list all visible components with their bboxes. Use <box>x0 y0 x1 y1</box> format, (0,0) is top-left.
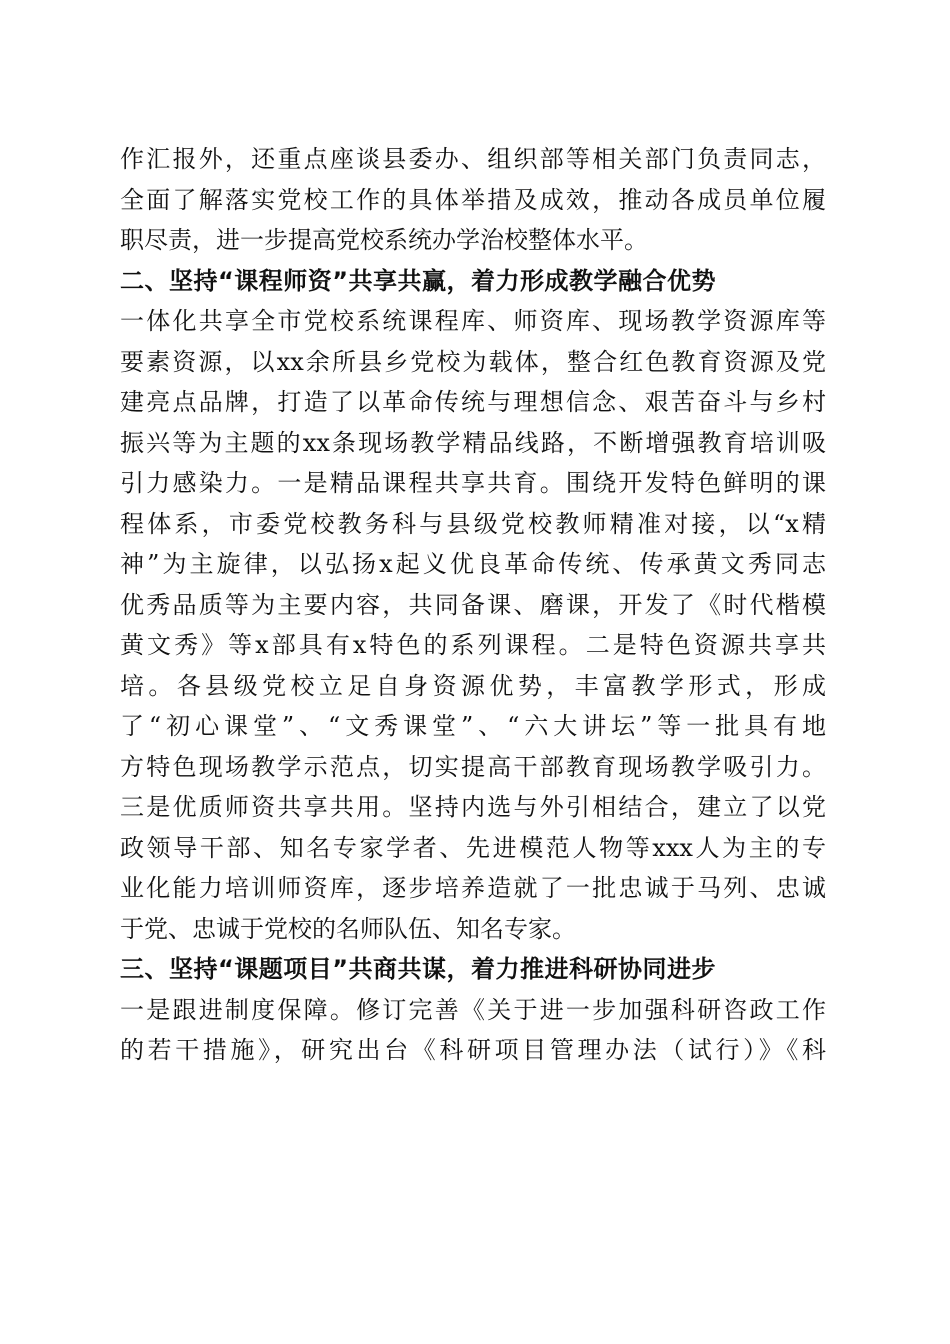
text-line: 作汇报外，还重点座谈县委办、组织部等相关部门负责同志， <box>120 145 826 173</box>
text-line: 政领导干部、知名专家学者、先进模范人物等xxx人为主的专 <box>120 833 826 862</box>
text-line: 全面了解落实党校工作的具体举措及成效，推动各成员单位履 <box>120 185 826 214</box>
text-line: 职尽责，进一步提高党校系统办学治校整体水平。 <box>120 226 648 254</box>
text-line: 的若干措施》，研究出台《科研项目管理办法（试行）》《科 <box>120 1036 826 1064</box>
section-heading-3: 三、坚持“课题项目”共商共谋，着力推进科研协同进步 <box>120 955 717 983</box>
text-line: 振兴等为主题的xx条现场教学精品线路，不断增强教育培训吸 <box>120 428 826 457</box>
text-line: 业化能力培训师资库，逐步培养造就了一批忠诚于马列、忠诚 <box>120 874 826 902</box>
text-line: 一体化共享全市党校系统课程库、师资库、现场教学资源库等 <box>120 307 826 335</box>
paragraph-3 <box>120 990 826 1071</box>
text-line: 三是优质师资共享共用。坚持内选与外引相结合，建立了以党 <box>120 793 826 821</box>
text-line: 神”为主旋律，以弘扬x起义优良革命传统、传承黄文秀同志 <box>120 550 826 578</box>
text-line: 黄文秀》等x部具有x特色的系列课程。二是特色资源共享共 <box>120 631 826 659</box>
text-line: 一是跟进制度保障。修订完善《关于进一步加强科研咨政工作 <box>120 995 826 1024</box>
text-line: 了“初心课堂”、“文秀课堂”、“六大讲坛”等一批具有地 <box>120 712 826 740</box>
text-line: 建亮点品牌，打造了以革命传统与理想信念、艰苦奋斗与乡村 <box>120 388 826 416</box>
text-line: 于党、忠诚于党校的名师队伍、知名专家。 <box>120 914 576 943</box>
document-body <box>120 139 826 1071</box>
paragraph-2 <box>120 301 826 949</box>
text-line: 培。各县级党校立足自身资源优势，丰富教学形式，形成 <box>120 671 826 700</box>
section-heading-2: 二、坚持“课程师资”共享共赢，着力形成教学融合优势 <box>120 266 717 295</box>
text-line: 方特色现场教学示范点，切实提高干部教育现场教学吸引力。 <box>120 752 826 781</box>
text-line: 优秀品质等为主要内容，共同备课、磨课，开发了《时代楷模 <box>120 590 826 619</box>
paragraph-1 <box>120 139 826 261</box>
text-line: 程体系，市委党校教务科与县级党校教师精准对接，以“x精 <box>120 509 826 538</box>
text-line: 引力感染力。一是精品课程共享共育。围绕开发特色鲜明的课 <box>120 469 826 497</box>
text-line: 要素资源，以xx余所县乡党校为载体，整合红色教育资源及党 <box>120 347 826 376</box>
